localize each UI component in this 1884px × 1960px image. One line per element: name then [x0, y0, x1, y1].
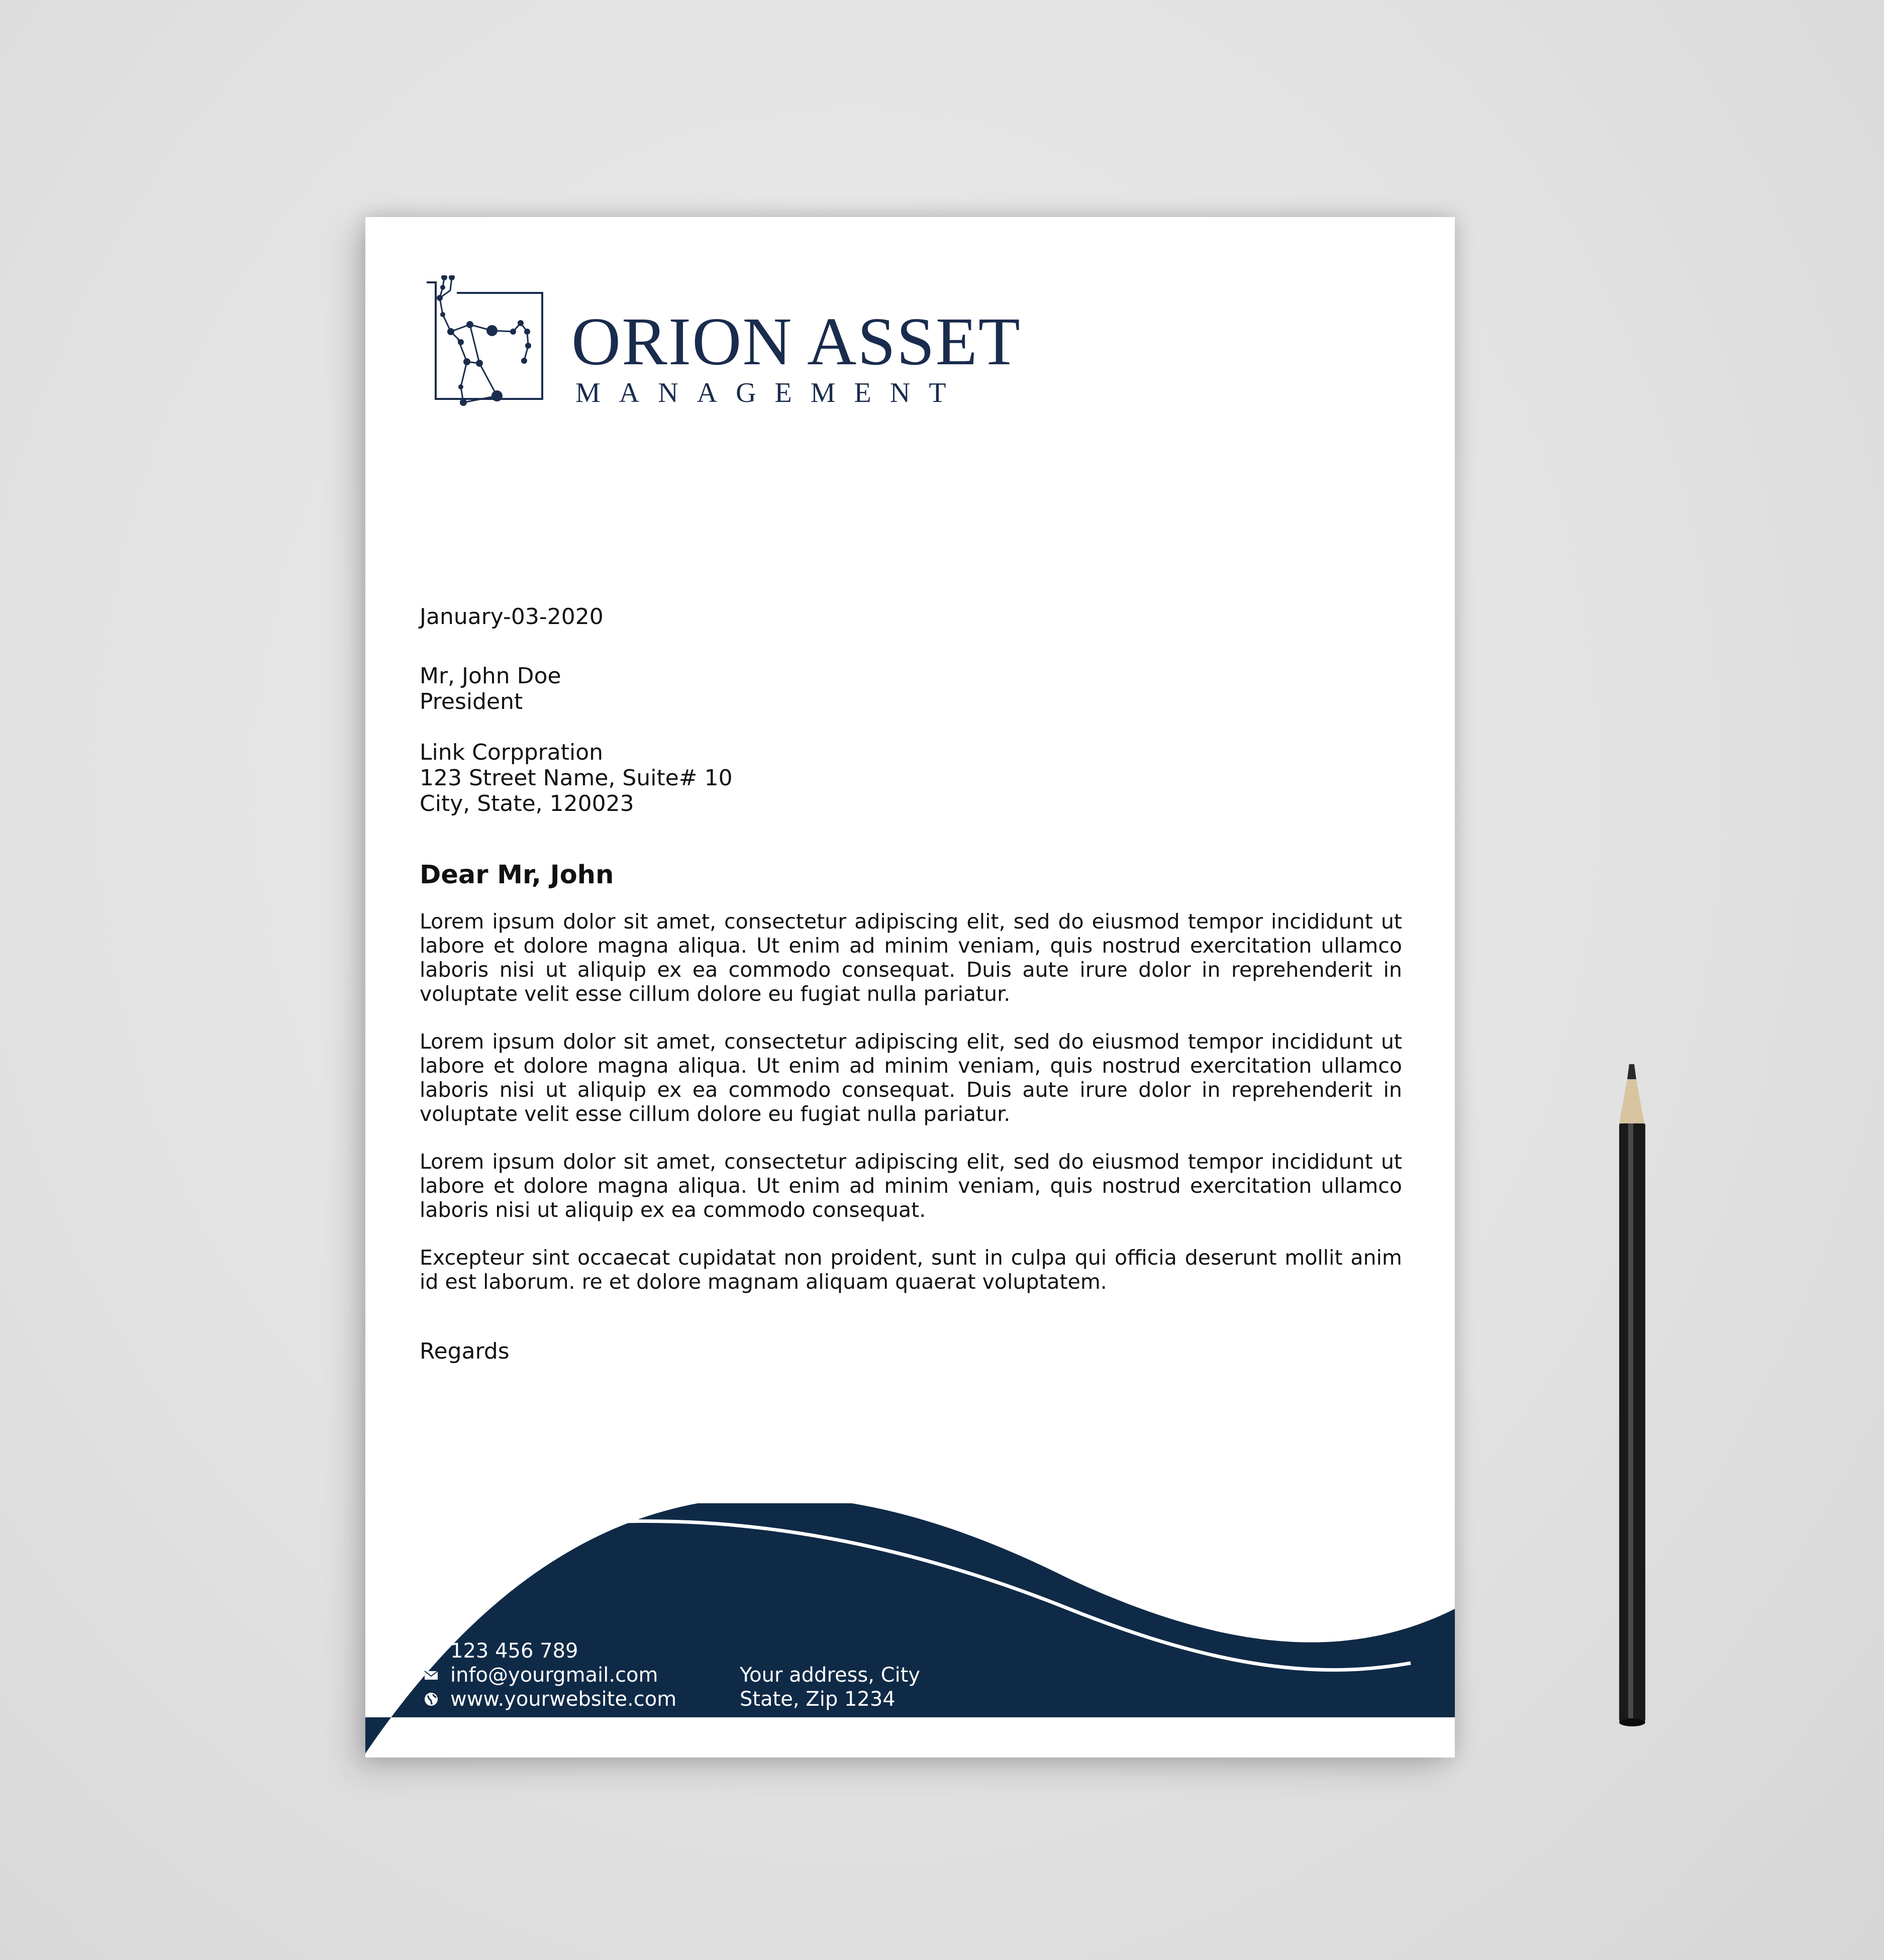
brand-name: ORION ASSET — [571, 304, 1021, 379]
letter-greeting: Dear Mr, John — [420, 860, 614, 890]
address-line: Your address, City — [740, 1664, 921, 1687]
phone-number: 123 456 789 — [450, 1639, 578, 1663]
recipient-name: Mr, John Doe — [420, 663, 561, 689]
company-street: 123 Street Name, Suite# 10 — [420, 765, 733, 791]
letter-body — [420, 909, 1402, 1317]
body-paragraph: Lorem ipsum dolor sit amet, consectetur adipiscing elit, sed do eiusmod tempor incididunt ut labore et dolore magna aliqua. Ut enim ad minim veniam, quis nostrud exercitation ullamco laboris nisi ut aliquip ex ea commodo consequat. Duis aute irure dolor in reprehenderit in voluptate velit esse cillum dolore eu fugiat nulla pariatur. — [420, 909, 1402, 1006]
pencil-image — [1614, 1064, 1650, 1726]
recipient-block — [420, 663, 1402, 714]
address-line: State, Zip 1234 — [740, 1688, 896, 1711]
recipient-title: President — [420, 689, 523, 714]
orion-constellation-icon — [422, 275, 557, 416]
footer-address — [740, 1663, 920, 1711]
contact-email — [423, 1663, 676, 1687]
footer-contact — [423, 1639, 676, 1711]
letter-closing: Regards — [420, 1338, 510, 1364]
envelope-icon — [423, 1667, 439, 1683]
letterhead-page — [365, 217, 1455, 1758]
body-paragraph: Lorem ipsum dolor sit amet, consectetur adipiscing elit, sed do eiusmod tempor incididunt ut labore et dolore magna aliqua. Ut enim ad minim veniam, quis nostrud exercitation ullamco laboris nisi ut aliquip ex ea commodo consequat. — [420, 1150, 1402, 1222]
globe-icon — [423, 1691, 439, 1707]
body-paragraph: Excepteur sint occaecat cupidatat non proident, sunt in culpa qui officia deserunt mollit anim id est laborum. re et dolore magnam aliquam quaerat voluptatem. — [420, 1246, 1402, 1294]
contact-website — [423, 1687, 676, 1711]
contact-phone — [423, 1639, 676, 1663]
brand-subtitle: MANAGEMENT — [575, 377, 965, 408]
letter-date: January-03-2020 — [420, 604, 604, 630]
body-paragraph: Lorem ipsum dolor sit amet, consectetur adipiscing elit, sed do eiusmod tempor incididunt ut labore et dolore magna aliqua. Ut enim ad minim veniam, quis nostrud exercitation ullamco laboris nisi ut aliquip ex ea commodo consequat. Duis aute irure dolor in reprehenderit in voluptate velit esse cillum dolore eu fugiat nulla pariatur. — [420, 1029, 1402, 1126]
footer-wave — [365, 1503, 1455, 1758]
company-name: Link Corppration — [420, 740, 604, 765]
company-address-block — [420, 740, 1402, 816]
email-address: info@yourgmail.com — [450, 1664, 658, 1687]
phone-icon — [423, 1643, 439, 1659]
company-city: City, State, 120023 — [420, 791, 634, 816]
website-url: www.yourwebsite.com — [450, 1688, 677, 1711]
